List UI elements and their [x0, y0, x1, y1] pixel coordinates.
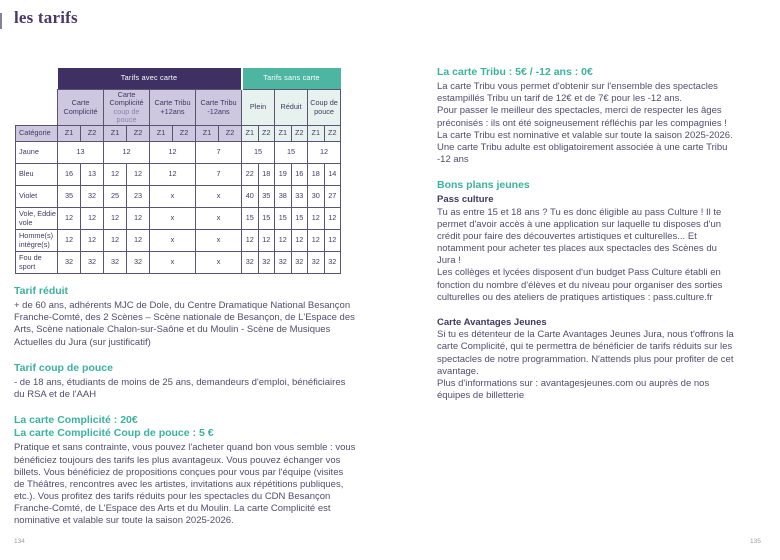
col-header-sub-label: coup de pouce — [113, 106, 140, 124]
price-cell: x — [150, 186, 196, 208]
heading-line-2: La carte Complicité Coup de pouce : 5 € — [14, 427, 214, 440]
col-header-carte-tribu-plus12: Carte Tribu +12ans — [150, 90, 196, 126]
price-cell: x — [150, 230, 196, 252]
col-header-carte-tribu-moins12: Carte Tribu -12ans — [196, 90, 242, 126]
section-paragraph: Tu as entre 15 et 18 ans ? Tu es donc éligible au pass Culture ! Il te permet d'avoir accès à une application sur laquelle tu disposes d'un crédit pour faire des découvertes artistiques et culturelles... Et notamment pour acheter tes places aux spectacles des Scènes du Jura ! — [437, 206, 722, 267]
zone-header-cell: Z2 — [324, 126, 341, 142]
section-carte-avantages-jeunes — [437, 317, 737, 402]
spine-mark — [0, 13, 2, 29]
price-cell: 30 — [308, 186, 325, 208]
price-cell: 12 — [81, 208, 104, 230]
zone-header-cell: Z2 — [81, 126, 104, 142]
price-cell: 12 — [308, 142, 341, 164]
right-column — [437, 66, 737, 415]
section-paragraph: Les collèges et lycées disposent d'un budget Pass Culture établi en fonction du nombre d'élèves et du niveau pour organiser des sorties culturelles ou des ateliers de pratiques artistiques : pass.culture.fr — [437, 267, 723, 303]
category-label: Bleu — [16, 164, 58, 186]
price-cell: 32 — [127, 252, 150, 274]
page-number-left: 134 — [14, 538, 25, 545]
price-cell: 16 — [58, 164, 81, 186]
group-header-sans-carte: Tarifs sans carte — [242, 68, 341, 90]
price-cell: x — [150, 208, 196, 230]
price-cell: 12 — [242, 230, 259, 252]
price-cell: x — [150, 252, 196, 274]
subsection-heading-pass-culture: Pass culture — [437, 194, 494, 206]
zone-header-cell: Z1 — [150, 126, 173, 142]
empty-corner-cell — [16, 68, 58, 90]
table-row — [16, 230, 341, 252]
price-cell: 32 — [258, 252, 275, 274]
tarifs-table — [15, 68, 341, 274]
zone-header-cell: Z2 — [173, 126, 196, 142]
price-cell: 12 — [150, 164, 196, 186]
price-cell: x — [196, 208, 242, 230]
price-cell: 12 — [150, 142, 196, 164]
price-cell: 27 — [324, 186, 341, 208]
section-tarif-coup-de-pouce — [14, 362, 356, 401]
price-cell: 35 — [58, 186, 81, 208]
category-label: Vole, Eddie vole — [16, 208, 58, 230]
price-cell: 7 — [196, 164, 242, 186]
price-cell: 33 — [291, 186, 308, 208]
price-cell: 23 — [127, 186, 150, 208]
col-header-reduit: Réduit — [275, 90, 308, 126]
zone-header-cell: Z1 — [242, 126, 259, 142]
section-heading: Bons plans jeunes — [437, 179, 530, 192]
col-header-main-label: Carte Complicité — [109, 89, 144, 108]
price-cell: 32 — [291, 252, 308, 274]
zone-header-cell: Z2 — [127, 126, 150, 142]
table-row — [16, 164, 341, 186]
section-body: Pratique et sans contrainte, vous pouvez l'acheter quand bon vous semble : vous bénéficiez toujours des tarifs les plus avantageux. Vous pouvez échanger vos billets. Vous bénéficiez de propositions conçues pour vous par l'équipe (visites de Théâtres, rencontres avec les artistes, invitations aux répétitions publiques, etc.). Vous profitez des tarifs réduits pour les spectacles du CDN Besançon Franche-Comté, de L'Espace des Arts et du Moulin. La carte Complicité est nominative et valable sur toute la saison 2025-2026. — [14, 442, 356, 527]
zone-header-cell: Z1 — [58, 126, 81, 142]
group-header-row — [16, 68, 341, 90]
page-title: les tarifs — [14, 8, 78, 27]
section-carte-tribu — [437, 66, 737, 166]
price-cell: 32 — [81, 186, 104, 208]
price-cell: 25 — [104, 186, 127, 208]
page-number-right: 135 — [750, 538, 761, 545]
price-cell: 12 — [127, 164, 150, 186]
price-cell: 12 — [308, 230, 325, 252]
zone-header-cell: Z2 — [258, 126, 275, 142]
price-cell: 12 — [258, 230, 275, 252]
price-cell: 15 — [275, 142, 308, 164]
heading-line-1: La carte Complicité : 20€ — [14, 414, 138, 427]
sub-header-row — [16, 90, 341, 126]
zone-header-cell: Z1 — [275, 126, 292, 142]
price-cell: 32 — [58, 252, 81, 274]
price-cell: 12 — [58, 230, 81, 252]
price-cell: 15 — [258, 208, 275, 230]
price-cell: 12 — [81, 230, 104, 252]
price-cell: 13 — [81, 164, 104, 186]
section-paragraph: Plus d'informations sur : avantagesjeunes.com ou auprès de nos équipes de billetterie — [437, 377, 710, 402]
section-paragraph: Pour passer le meilleur des spectacles, merci de respecter les âges préconisés : ils ont été soigneusement réfléchis par les compagnies ! — [437, 105, 727, 129]
price-cell: 19 — [275, 164, 292, 186]
price-cell: 12 — [291, 230, 308, 252]
zone-header-cell: Z1 — [104, 126, 127, 142]
price-cell: 15 — [242, 142, 275, 164]
price-cell: 12 — [104, 142, 150, 164]
category-label: Jaune — [16, 142, 58, 164]
price-cell: 15 — [291, 208, 308, 230]
price-cell: 12 — [324, 208, 341, 230]
price-cell: 12 — [104, 164, 127, 186]
price-cell: 15 — [242, 208, 259, 230]
section-paragraph: La carte Tribu vous permet d'obtenir sur l'ensemble des spectacles estampillés Tribu un tarif de 12€ et de 7€ pour les -12 ans. — [437, 81, 718, 105]
section-heading: La carte Tribu : 5€ / -12 ans : 0€ — [437, 66, 593, 78]
category-label: Homme(s) intègre(s) — [16, 230, 58, 252]
zone-header-cell: Z2 — [219, 126, 242, 142]
section-carte-complicite — [14, 414, 356, 527]
col-header-carte-complicite-coup-de-pouce — [104, 90, 150, 126]
table-body — [16, 142, 341, 274]
price-cell: 12 — [308, 208, 325, 230]
zone-header-cell: Z1 — [196, 126, 219, 142]
table-row — [16, 252, 341, 274]
table-row — [16, 142, 341, 164]
subsection-heading-carte-avantages-jeunes: Carte Avantages Jeunes — [437, 316, 547, 328]
price-cell: x — [196, 230, 242, 252]
price-cell: 22 — [242, 164, 259, 186]
price-cell: 32 — [104, 252, 127, 274]
price-cell: 12 — [324, 230, 341, 252]
section-tarif-reduit — [14, 285, 356, 349]
price-cell: 32 — [81, 252, 104, 274]
section-body: - de 18 ans, étudiants de moins de 25 ans, demandeurs d'emploi, bénéficiaires du RSA et de l'AAH — [14, 376, 346, 401]
price-cell: 32 — [242, 252, 259, 274]
price-cell: 18 — [258, 164, 275, 186]
category-label: Fou de sport — [16, 252, 58, 274]
price-cell: x — [196, 186, 242, 208]
left-column — [14, 285, 356, 541]
category-label: Violet — [16, 186, 58, 208]
zone-header-cell: Z1 — [308, 126, 325, 142]
zone-header-cell: Z2 — [291, 126, 308, 142]
price-cell: 12 — [127, 208, 150, 230]
col-header-plein: Plein — [242, 90, 275, 126]
price-cell: 12 — [58, 208, 81, 230]
section-heading: Tarif coup de pouce — [14, 361, 113, 374]
price-cell: 15 — [275, 208, 292, 230]
price-cell: 12 — [127, 230, 150, 252]
section-heading — [14, 414, 356, 440]
price-cell: 12 — [104, 230, 127, 252]
price-cell: 38 — [275, 186, 292, 208]
price-cell: 12 — [275, 230, 292, 252]
price-cell: 32 — [275, 252, 292, 274]
price-cell: 7 — [196, 142, 242, 164]
section-paragraph: Si tu es détenteur de la Carte Avantages Jeunes Jura, nous t'offrons la carte Complicité, qui te permettra de bénéficier de tarifs réduits sur les spectacles de notre programmation. N'attends plus pour profiter de cet avantage. — [437, 329, 734, 377]
price-cell: 40 — [242, 186, 259, 208]
price-cell: 35 — [258, 186, 275, 208]
col-header-carte-complicite: Carte Complicité — [58, 90, 104, 126]
price-cell: 18 — [308, 164, 325, 186]
price-cell: 16 — [291, 164, 308, 186]
group-header-avec-carte: Tarifs avec carte — [58, 68, 242, 90]
col-header-coup-de-pouce: Coup de pouce — [308, 90, 341, 126]
section-body: + de 60 ans, adhérents MJC de Dole, du Centre Dramatique National Besançon Franche-Comté, des 2 Scènes – Scène nationale de Besançon, de L'Espace des Arts, Scène nationale Chalon-sur-Saône et du Moulin - Scène de Musiques Actuelles du Jura (sur justificatif) — [14, 300, 355, 348]
price-cell: 32 — [308, 252, 325, 274]
table-row — [16, 208, 341, 230]
section-heading: Tarif réduit — [14, 285, 69, 297]
section-paragraph: La carte Tribu est nominative et valable sur toute la saison 2025-2026. Une carte Tribu adulte est obligatoirement associée à une carte Tribu -12 ans — [437, 129, 733, 166]
price-cell: x — [196, 252, 242, 274]
category-column-header: Catégorie — [16, 126, 58, 142]
price-cell: 32 — [324, 252, 341, 274]
zone-header-row — [16, 126, 341, 142]
price-cell: 12 — [104, 208, 127, 230]
section-bons-plans-jeunes — [437, 179, 737, 304]
price-cell: 13 — [58, 142, 104, 164]
price-cell: 14 — [324, 164, 341, 186]
table-row — [16, 186, 341, 208]
empty-corner-cell — [16, 90, 58, 126]
